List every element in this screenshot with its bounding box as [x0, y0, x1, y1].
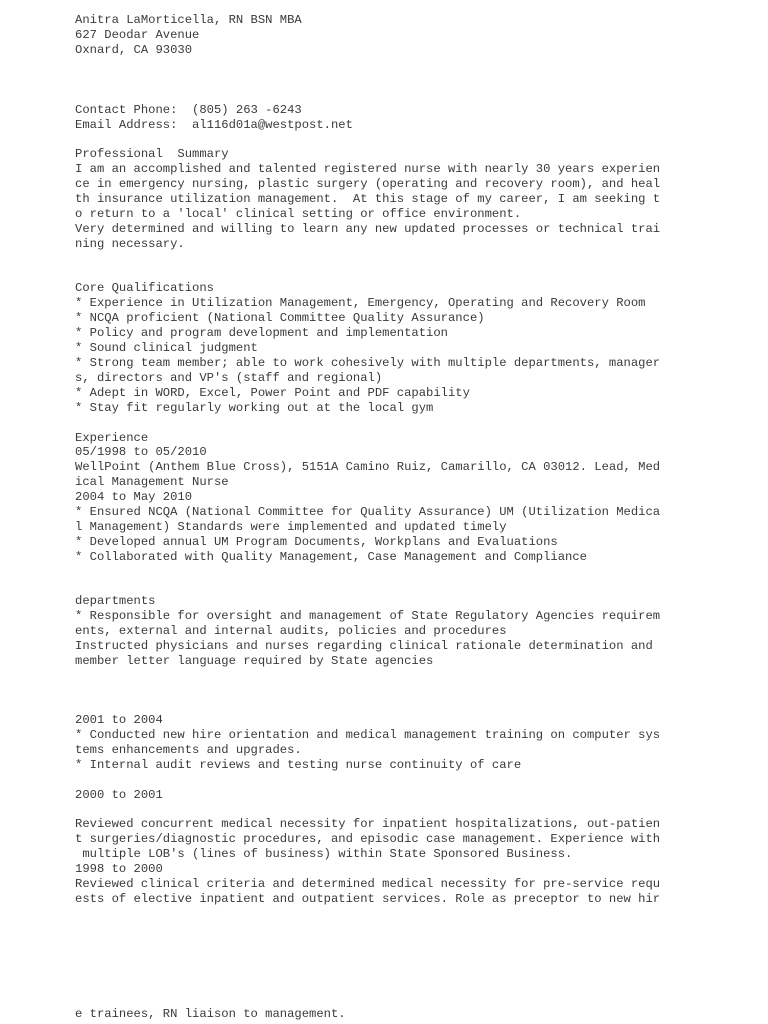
summary-line: o return to a 'local' clinical setting or office environment.: [75, 207, 522, 221]
experience-date-range: 2001 to 2004: [75, 713, 163, 727]
summary-line: Very determined and willing to learn any new updated processes or technical trai: [75, 222, 661, 236]
experience-item: * Conducted new hire orientation and medical management training on computer sys: [75, 728, 661, 742]
experience-heading: Experience: [75, 431, 149, 445]
qualification-item: * Stay fit regularly working out at the local gym: [75, 401, 434, 415]
experience-item: multiple LOB's (lines of business) within State Sponsored Business.: [75, 847, 573, 861]
experience-item: ests of elective inpatient and outpatient services. Role as preceptor to new hir: [75, 892, 661, 906]
qualifications-heading: Core Qualifications: [75, 281, 214, 295]
contact-phone: Contact Phone: (805) 263 -6243: [75, 103, 302, 117]
experience-date-range: 05/1998 to 05/2010: [75, 445, 207, 459]
experience-item: e trainees, RN liaison to management.: [75, 1007, 346, 1021]
experience-item: t surgeries/diagnostic procedures, and episodic case management. Experience with: [75, 832, 661, 846]
experience-item: ents, external and internal audits, policies and procedures: [75, 624, 507, 638]
header-city: Oxnard, CA 93030: [75, 43, 193, 57]
summary-line: ce in emergency nursing, plastic surgery (operating and recovery room), and heal: [75, 177, 661, 191]
qualification-item: s, directors and VP's (staff and regional): [75, 371, 383, 385]
experience-date-range: 2004 to May 2010: [75, 490, 193, 504]
qualification-item: * Sound clinical judgment: [75, 341, 258, 355]
experience-item: tems enhancements and upgrades.: [75, 743, 302, 757]
employer-line: ical Management Nurse: [75, 475, 229, 489]
summary-line: th insurance utilization management. At this stage of my career, I am seeking t: [75, 192, 661, 206]
experience-item: * Responsible for oversight and management of State Regulatory Agencies requirem: [75, 609, 661, 623]
experience-item: departments: [75, 594, 156, 608]
qualification-item: * Adept in WORD, Excel, Power Point and PDF capability: [75, 386, 470, 400]
header-name: Anitra LaMorticella, RN BSN MBA: [75, 13, 302, 27]
experience-item: Reviewed clinical criteria and determined medical necessity for pre-service requ: [75, 877, 661, 891]
qualification-item: * Experience in Utilization Management, Emergency, Operating and Recovery Room: [75, 296, 646, 310]
experience-item: * Developed annual UM Program Documents, Workplans and Evaluations: [75, 535, 558, 549]
qualification-item: * Strong team member; able to work cohesively with multiple departments, manager: [75, 356, 661, 370]
experience-item: * Ensured NCQA (National Committee for Quality Assurance) UM (Utilization Medica: [75, 505, 661, 519]
summary-heading: Professional Summary: [75, 147, 229, 161]
experience-item: member letter language required by State agencies: [75, 654, 434, 668]
experience-date-range: 1998 to 2000: [75, 862, 163, 876]
header-street: 627 Deodar Avenue: [75, 28, 200, 42]
experience-item: l Management) Standards were implemented and updated timely: [75, 520, 507, 534]
summary-line: ning necessary.: [75, 237, 185, 251]
employer-line: WellPoint (Anthem Blue Cross), 5151A Camino Ruiz, Camarillo, CA 03012. Lead, Med: [75, 460, 661, 474]
qualification-item: * Policy and program development and implementation: [75, 326, 448, 340]
experience-item: * Collaborated with Quality Management, Case Management and Compliance: [75, 550, 587, 564]
summary-line: I am an accomplished and talented registered nurse with nearly 30 years experien: [75, 162, 661, 176]
contact-email: Email Address: al116d01a@westpost.net: [75, 118, 353, 132]
experience-item: Reviewed concurrent medical necessity for inpatient hospitalizations, out-patien: [75, 817, 661, 831]
experience-item: Instructed physicians and nurses regarding clinical rationale determination and: [75, 639, 653, 653]
experience-date-range: 2000 to 2001: [75, 788, 163, 802]
experience-item: * Internal audit reviews and testing nurse continuity of care: [75, 758, 522, 772]
qualification-item: * NCQA proficient (National Committee Quality Assurance): [75, 311, 485, 325]
